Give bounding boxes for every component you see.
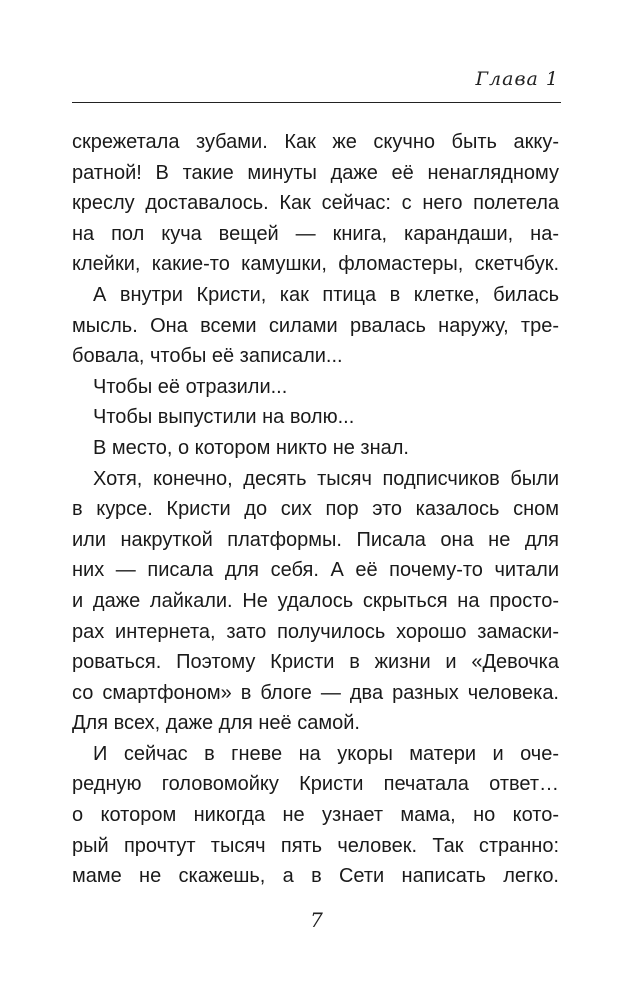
text-line: Чтобы её отразили... [93,375,288,398]
text-line: Чтобы выпустили на волю... [93,406,355,429]
text-line: роваться. Поэтому Кристи в жизни и «Девочка [72,651,559,674]
page-number: 7 [310,908,323,932]
body-text [72,127,559,892]
text-line: рый прочтут тысяч пять человек. Так странно: [72,834,559,857]
text-line: о котором никогда не узнает мама, но кото- [72,804,559,827]
text-line: А внутри Кристи, как птица в клетке, билась [93,283,559,306]
text-line: креслу доставалось. Как сейчас: с него полетела [72,192,559,215]
text-line: редную головомойку Кристи печатала ответ… [72,773,559,796]
text-line: В место, о котором никто не знал. [93,436,409,459]
text-line: них — писала для себя. А её почему-то читали [72,559,559,582]
text-line: мысль. Она всеми силами рвалась наружу, тре- [72,314,559,337]
text-line: клейки, какие-то камушки, фломастеры, скетчбук. [72,253,559,276]
chapter-label: Глава 1 [475,68,559,90]
text-line: маме не скажешь, а в Сети написать легко. [72,865,559,888]
text-line: или накруткой платформы. Писала она не для [72,528,559,551]
text-line: и даже лайкали. Не удалось скрыться на просто- [72,589,559,612]
text-line: ратной! В такие минуты даже её ненаглядному [72,161,559,184]
text-line: со смартфоном» в блоге — два разных человека. [72,681,559,704]
text-line: Хотя, конечно, десять тысяч подписчиков были [93,467,559,490]
text-line: скрежетала зубами. Как же скучно быть акку- [72,131,559,153]
text-line: в курсе. Кристи до сих пор это казалось сном [72,498,559,521]
text-line: бовала, чтобы её записали... [72,345,343,368]
text-line: на пол куча вещей — книга, карандаши, на- [72,222,559,245]
text-line: И сейчас в гневе на укоры матери и оче- [93,742,559,765]
running-header [72,62,561,103]
text-line: рах интернета, зато получилось хорошо замаски- [72,620,559,643]
text-line: Для всех, даже для неё самой. [72,712,360,735]
